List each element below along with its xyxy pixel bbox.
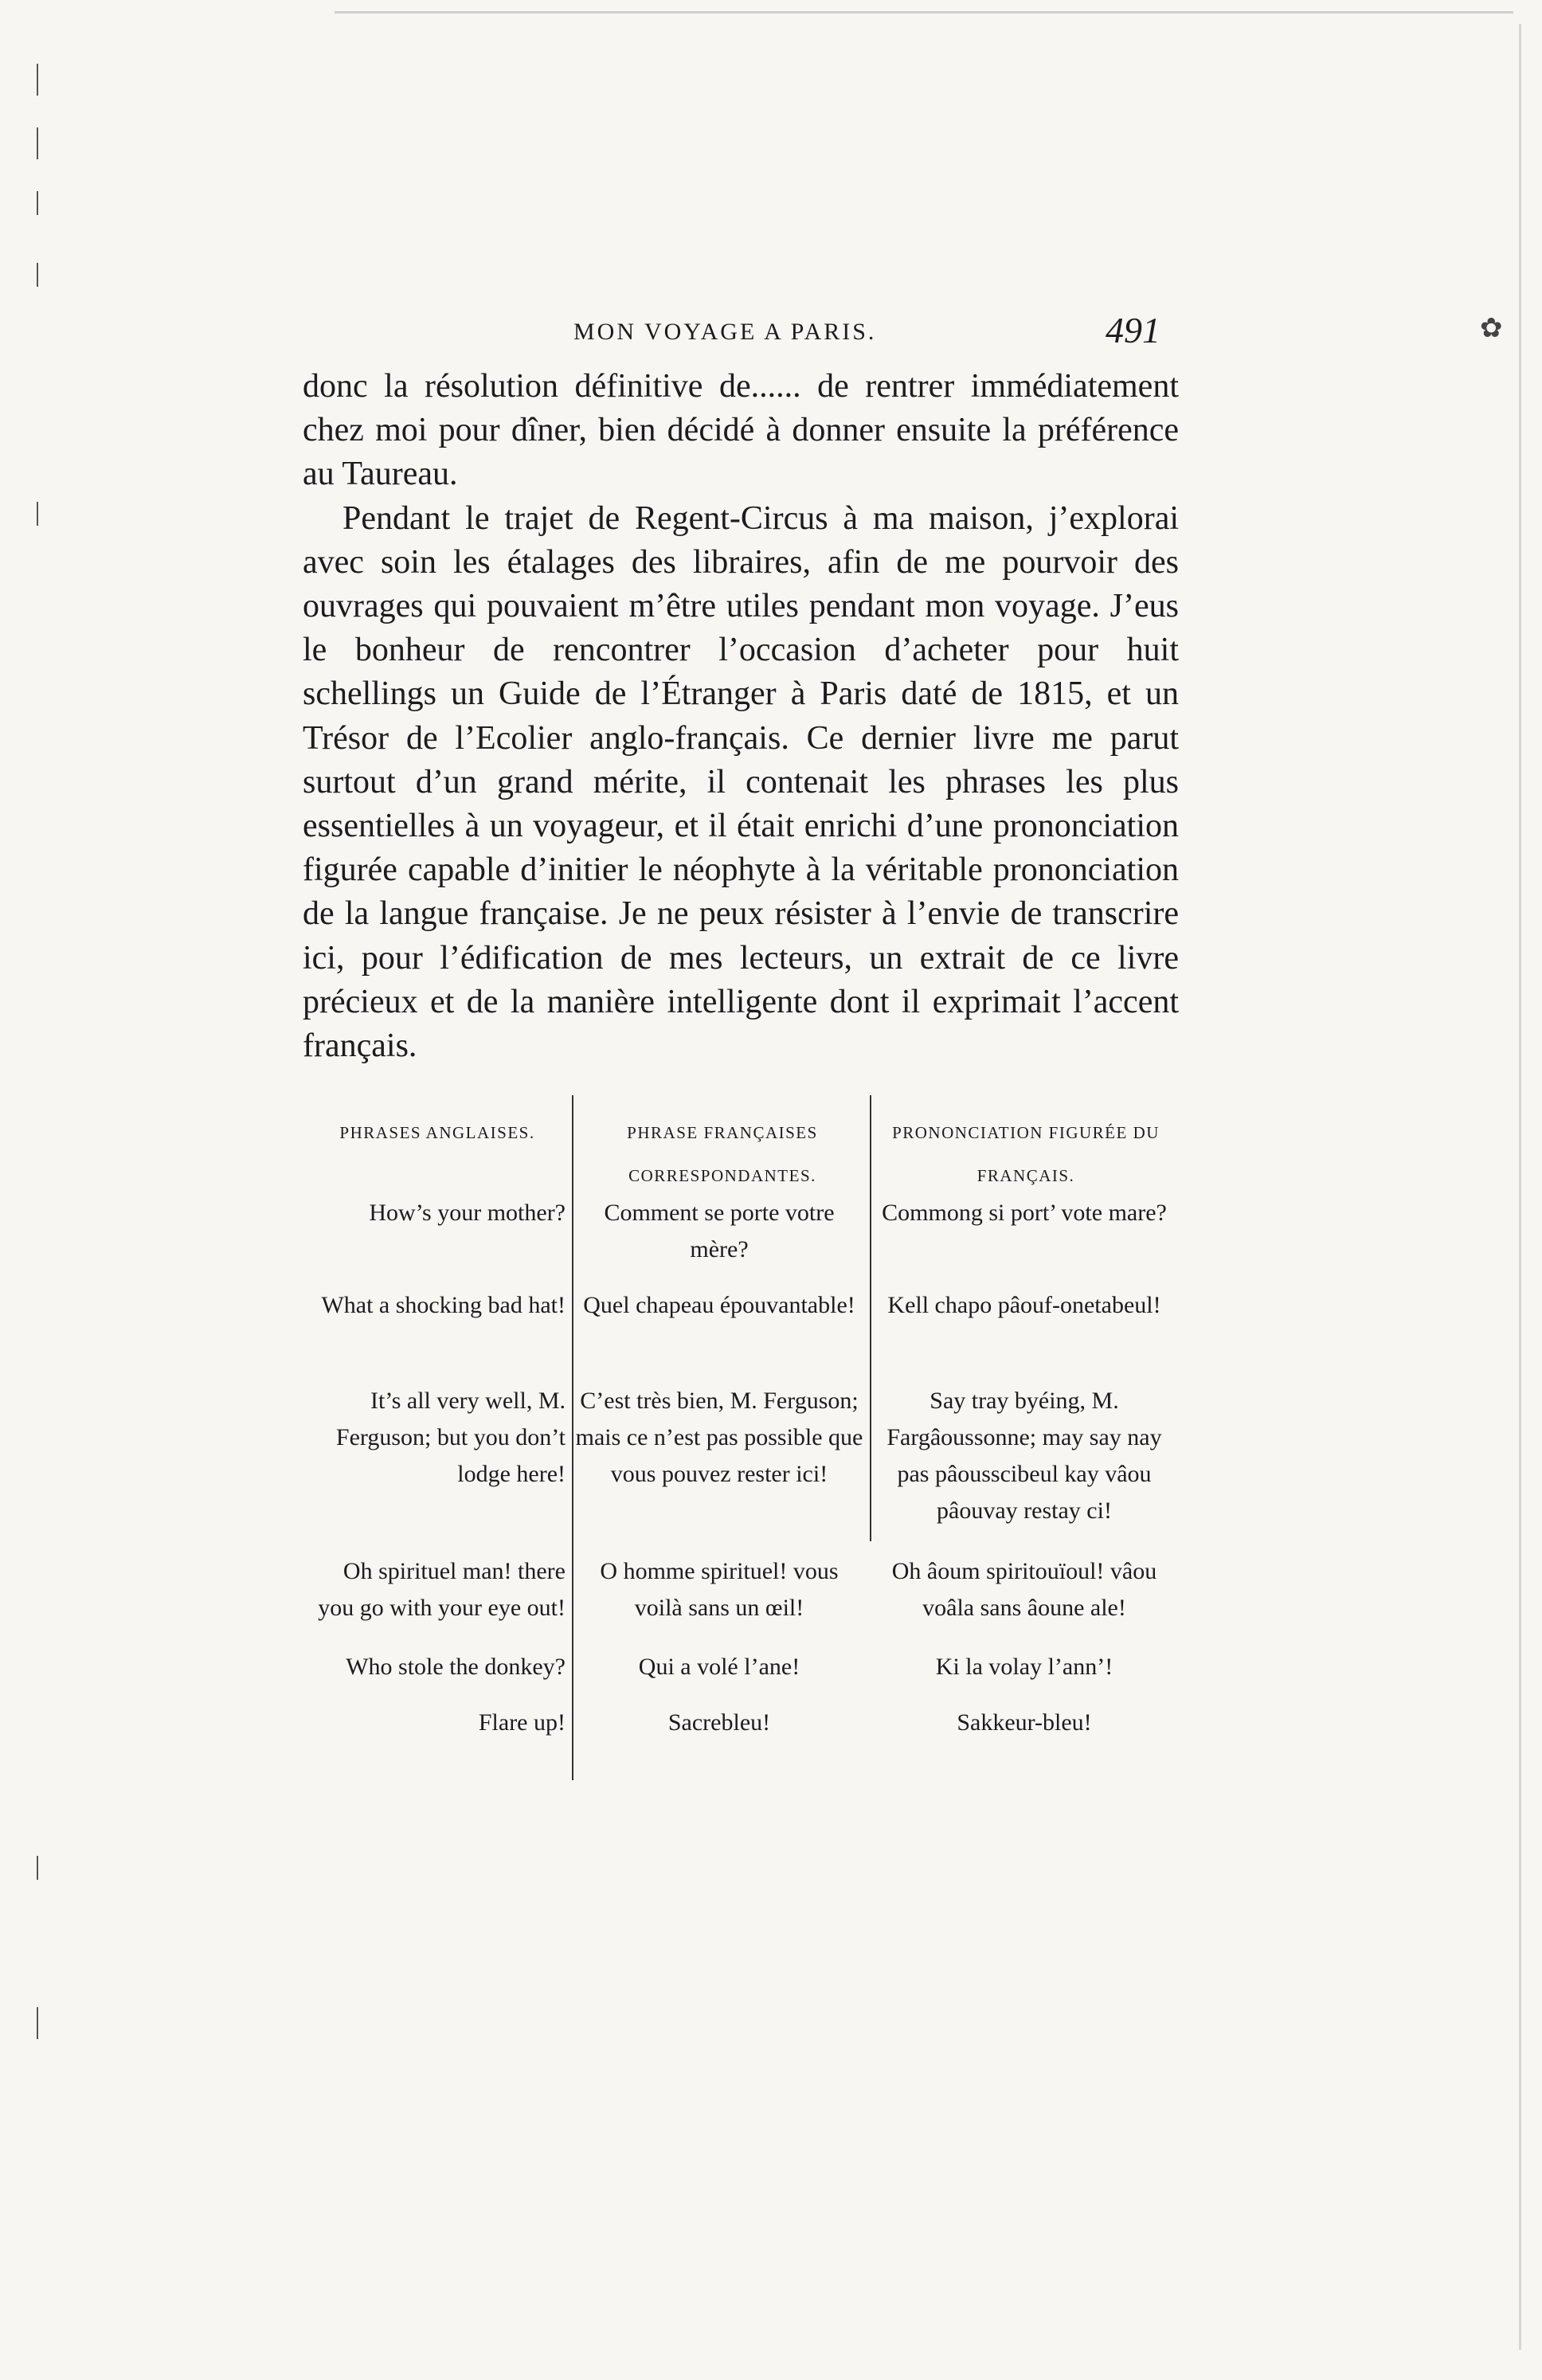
english-phrase: How’s your mother? bbox=[369, 1200, 566, 1226]
gutter-mark bbox=[37, 191, 38, 215]
gutter-mark bbox=[37, 127, 38, 159]
column-header-english: PHRASES ANGLAISES. bbox=[339, 1123, 535, 1142]
pronunciation: Commong si port’ vote mare? bbox=[882, 1200, 1167, 1226]
french-phrase: O homme spirituel! vous voilà sans un œil! bbox=[600, 1558, 839, 1621]
running-head: MON VOYAGE A PARIS. bbox=[573, 319, 877, 345]
pronunciation: Ki la volay l’ann’! bbox=[935, 1654, 1113, 1680]
gutter-mark bbox=[37, 502, 38, 526]
english-phrase: Who stole the donkey? bbox=[346, 1654, 566, 1680]
english-phrase: Oh spirituel man! there you go with your eye out! bbox=[318, 1558, 566, 1621]
page-number: 491 bbox=[1106, 310, 1160, 350]
gutter-mark bbox=[37, 263, 38, 287]
gutter-mark bbox=[37, 2007, 38, 2039]
ornament-icon: ✿ bbox=[1480, 314, 1503, 343]
french-phrase: Qui a volé l’ane! bbox=[638, 1654, 800, 1680]
english-phrase: What a shocking bad hat! bbox=[321, 1292, 566, 1318]
english-phrase: Flare up! bbox=[478, 1709, 566, 1736]
scan-edge-right bbox=[1519, 24, 1521, 2350]
column-rule bbox=[572, 1095, 573, 1780]
french-phrase: Sacrebleu! bbox=[667, 1709, 771, 1736]
column-header-pronunciation: PRONONCIATION FIGURÉE DU FRANÇAIS. bbox=[892, 1123, 1160, 1185]
paragraph: Pendant le trajet de Regent-Circus à ma maison, j’explorai avec soin les étalages des libraires, afin de me pourvoir des ouvrages qui pouvaient m’être utiles pendant mon voyage. J’eus le bonheur de rencontrer l’occasion d’acheter pour huit schellings un Guide de l’Étranger à Paris daté de 1815, et un Trésor de l’Ecolier anglo-français. Ce dernier livre me parut surtout d’un grand mérite, il contenait les phrases les plus essentielles à un voyageur, et il était enrichi d’une prononciation figurée capable d’initier le néophyte à la véritable prononciation de la langue française. Je ne peux résister à l’envie de transcrire ici, pour l’édification de mes lecteurs, un extrait de ce livre précieux et de la manière intelligente dont il exprimait l’accent français. bbox=[303, 499, 1179, 1065]
pronunciation: Say tray byéing, M. Fargâoussonne; may say nay pas pâousscibeul kay vâou pâouvay restay ci! bbox=[886, 1388, 1162, 1524]
body-text bbox=[303, 365, 1179, 1068]
french-phrase: C’est très bien, M. Ferguson; mais ce n’est pas possible que vous pouvez rester ici! bbox=[575, 1388, 863, 1487]
french-phrase: Quel chapeau épouvantable! bbox=[583, 1292, 855, 1318]
scan-edge-top bbox=[335, 11, 1513, 14]
column-rule bbox=[870, 1095, 871, 1541]
pronunciation: Kell chapo pâouf-onetabeul! bbox=[887, 1292, 1161, 1318]
pronunciation: Oh âoum spiritouïoul! vâou voâla sans âoune ale! bbox=[891, 1558, 1157, 1621]
english-phrase: It’s all very well, M. Ferguson; but you don’t lodge here! bbox=[335, 1388, 566, 1487]
pronunciation: Sakkeur-bleu! bbox=[957, 1709, 1092, 1736]
gutter-mark bbox=[37, 64, 38, 96]
gutter-mark bbox=[37, 1856, 38, 1880]
french-phrase: Comment se porte votre mère? bbox=[604, 1200, 835, 1262]
column-header-french: PHRASE FRANÇAISES CORRESPONDANTES. bbox=[627, 1123, 818, 1185]
paragraph: donc la résolution définitive de...... de rentrer immédiatement chez moi pour dîner, bien décidé à donner ensuite la préférence au Taureau. bbox=[303, 368, 1179, 493]
